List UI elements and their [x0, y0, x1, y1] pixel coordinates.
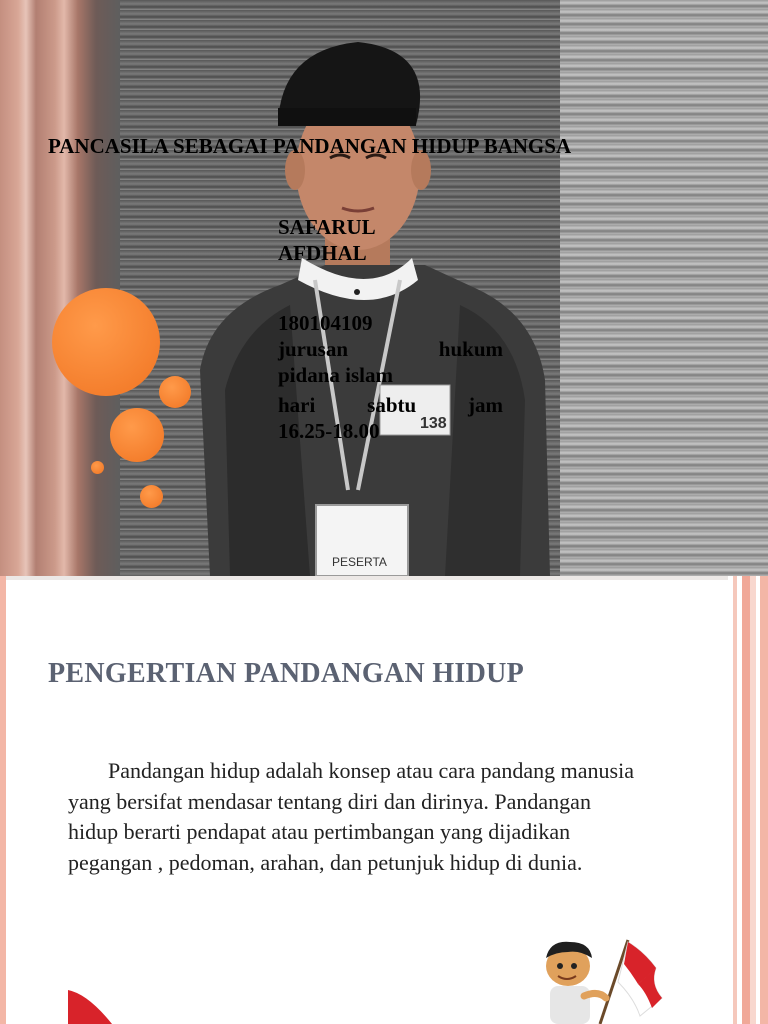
left-accent-bar: [0, 576, 6, 1024]
decor-circle-small-2: [140, 485, 163, 508]
dept-word-1: jurusan: [278, 337, 349, 361]
schedule-time: 16.25-18.00: [278, 419, 380, 443]
dept-word-2: hukum: [438, 337, 503, 361]
paragraph-line: hidup berarti pendapat atau pertimbangan yang dijadikan: [68, 819, 571, 844]
flag-mascot-icon: [540, 938, 680, 1024]
day-word-2: sabtu: [367, 393, 417, 417]
paragraph-line: Pandangan hidup adalah konsep atau cara pandang manusia: [108, 758, 634, 783]
day-word-1: hari: [278, 393, 316, 417]
student-name: [278, 214, 508, 266]
name-line-1: SAFARUL: [278, 215, 376, 239]
slide-divider: [0, 576, 768, 580]
department-line-1: [278, 336, 503, 362]
paragraph-line: pegangan , pedoman, arahan, dan petunjuk hidup di dunia.: [68, 849, 583, 875]
decor-circle-large: [52, 288, 160, 396]
definition-slide: [0, 576, 768, 1024]
day-word-3: jam: [468, 393, 503, 417]
paragraph-line: yang bersifat mendasar tentang diri dan dirinya. Pandangan: [68, 788, 591, 814]
tag-number: 138: [420, 415, 447, 432]
background-wall-right: [560, 0, 768, 576]
flag-icon: [68, 988, 118, 1024]
slide-title: PANCASILA SEBAGAI PANDANGAN HIDUP BANGSA: [48, 134, 572, 158]
student-photo: [190, 30, 560, 576]
decor-circle-tiny: [91, 461, 104, 474]
student-id: 180104109: [278, 311, 373, 335]
decor-circle-small: [159, 376, 191, 408]
name-line-2: AFDHAL: [278, 241, 367, 265]
definition-paragraph: [68, 756, 752, 878]
decor-circle-medium: [110, 408, 164, 462]
schedule-line-1: [278, 392, 503, 418]
section-heading: PENGERTIAN PANDANGAN HIDUP: [48, 658, 525, 689]
badge-label: PESERTA: [332, 555, 387, 569]
department-line-2: pidana islam: [278, 363, 393, 387]
student-info: [278, 310, 503, 444]
